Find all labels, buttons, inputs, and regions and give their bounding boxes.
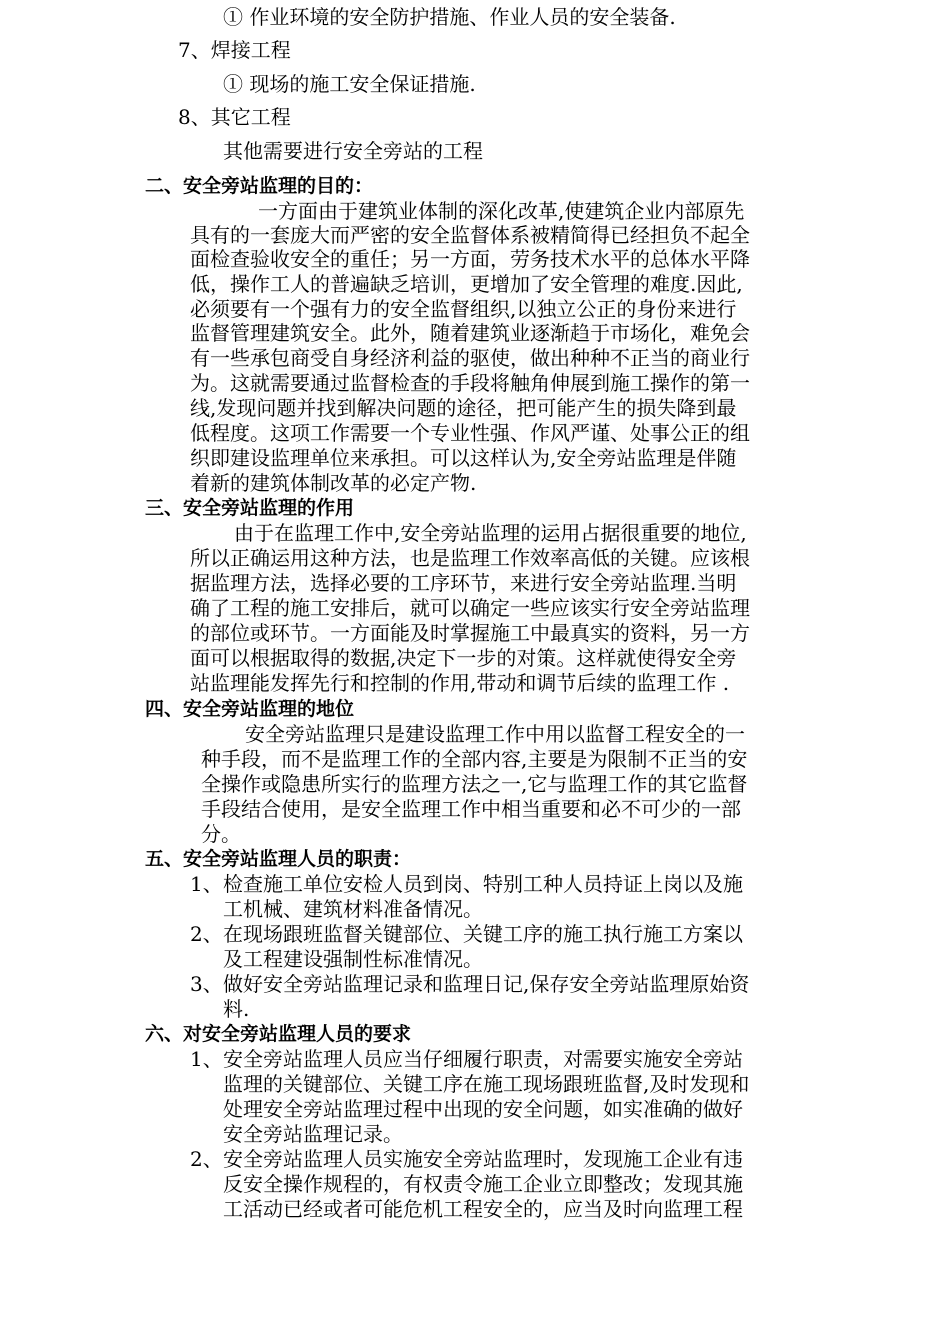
paragraph-line: 种手段，而不是监理工作的全部内容,主要是为限制不正当的安 <box>201 747 748 771</box>
section-heading: 二、安全旁站监理的目的： <box>145 175 374 197</box>
paragraph-line: 所以正确运用这种方法，也是监理工作效率高低的关键。应该根 <box>190 546 750 570</box>
list-item-number: 1、 <box>190 872 223 896</box>
paragraph-line: 分。 <box>201 822 241 846</box>
list-item: 安全旁站监理记录。 <box>223 1122 403 1146</box>
paragraph-line: 据监理方法，选择必要的工序环节，来进行安全旁站监理.当明 <box>190 571 737 595</box>
list-item: 安全旁站监理人员应当仔细履行职责，对需要实施安全旁站 <box>223 1047 743 1071</box>
list-item: 工机械、建筑材料准备情况。 <box>223 897 483 921</box>
paragraph-line: 具有的一套庞大而严密的安全监督体系被精简得已经担负不起全 <box>190 223 750 247</box>
list-item: 检查施工单位安检人员到岗、特别工种人员持证上岗以及施 <box>223 872 743 896</box>
paragraph-line: 有一些承包商受自身经济利益的驱使，做出种种不正当的商业行 <box>190 346 750 370</box>
paragraph-line: 监督管理建筑安全。此外，随着建筑业逐渐趋于市场化，难免会 <box>190 321 750 345</box>
paragraph-line: 手段结合使用，是安全监理工作中相当重要和必不可少的一部 <box>201 797 741 821</box>
paragraph-line: 织即建设监理单位来承担。可以这样认为,安全旁站监理是伴随 <box>190 446 737 470</box>
list-item: 8、其它工程 <box>178 105 291 129</box>
list-item: ① 作业环境的安全防护措施、作业人员的安全装备. <box>223 5 676 29</box>
list-item: 在现场跟班监督关键部位、关键工序的施工执行施工方案以 <box>223 922 743 946</box>
paragraph-line: 为。这就需要通过监督检查的手段将触角伸展到施工操作的第一 <box>190 371 750 395</box>
paragraph-line: 低，操作工人的普遍缺乏培训，更增加了安全管理的难度.因此, <box>190 272 743 296</box>
paragraph-line: 安全旁站监理只是建设监理工作中用以监督工程安全的一 <box>245 722 745 746</box>
paragraph-line: 低程度。这项工作需要一个专业性强、作风严谨、处事公正的组 <box>190 421 750 445</box>
list-item: 监理的关键部位、关键工序在施工现场跟班监督,及时发现和 <box>223 1072 750 1096</box>
paragraph-line: 站监理能发挥先行和控制的作用,带动和调节后续的监理工作 . <box>190 671 730 695</box>
paragraph-line: 必须要有一个强有力的安全监督组织,以独立公正的身份来进行 <box>190 297 737 321</box>
list-item-number: 3、 <box>190 972 223 996</box>
section-heading: 三、安全旁站监理的作用 <box>145 497 355 519</box>
paragraph-line: 着新的建筑体制改革的必定产物. <box>190 471 477 495</box>
section-heading: 五、安全旁站监理人员的职责： <box>145 848 412 870</box>
list-item: 做好安全旁站监理记录和监理日记,保存安全旁站监理原始资 <box>223 972 750 996</box>
section-heading: 六、对安全旁站监理人员的要求 <box>145 1023 412 1045</box>
list-item: ① 现场的施工安全保证措施. <box>223 72 476 96</box>
paragraph-line: 面检查验收安全的重任；另一方面，劳务技术水平的总体水平降 <box>190 247 750 271</box>
paragraph-line: 的部位或环节。一方面能及时掌握施工中最真实的资料，另一方 <box>190 621 750 645</box>
paragraph-line: 线,发现问题并找到解决问题的途径，把可能产生的损失降到最 <box>190 396 737 420</box>
list-item: 处理安全旁站监理过程中出现的安全问题，如实准确的做好 <box>223 1097 743 1121</box>
list-item: 料. <box>223 997 250 1021</box>
list-item-number: 2、 <box>190 1147 223 1171</box>
paragraph-line: 全操作或隐患所实行的监理方法之一,它与监理工作的其它监督 <box>201 772 748 796</box>
paragraph-line: 面可以根据取得的数据,决定下一步的对策。这样就使得安全旁 <box>190 646 737 670</box>
paragraph-line: 由于在监理工作中,安全旁站监理的运用占据很重要的地位, <box>234 521 747 545</box>
paragraph-line: 一方面由于建筑业体制的深化改革,使建筑企业内部原先 <box>258 199 745 223</box>
list-item: 7、焊接工程 <box>178 38 291 62</box>
paragraph-line: 确了工程的施工安排后，就可以确定一些应该实行安全旁站监理 <box>190 596 750 620</box>
paragraph-line: 其他需要进行安全旁站的工程 <box>223 139 483 163</box>
list-item-number: 1、 <box>190 1047 223 1071</box>
list-item-number: 2、 <box>190 922 223 946</box>
section-heading: 四、安全旁站监理的地位 <box>145 698 355 720</box>
list-item: 及工程建设强制性标准情况。 <box>223 947 483 971</box>
list-item: 工活动已经或者可能危机工程安全的，应当及时向监理工程 <box>223 1197 743 1221</box>
list-item: 反安全操作规程的，有权责令施工企业立即整改；发现其施 <box>223 1172 743 1196</box>
list-item: 安全旁站监理人员实施安全旁站监理时，发现施工企业有违 <box>223 1147 743 1171</box>
